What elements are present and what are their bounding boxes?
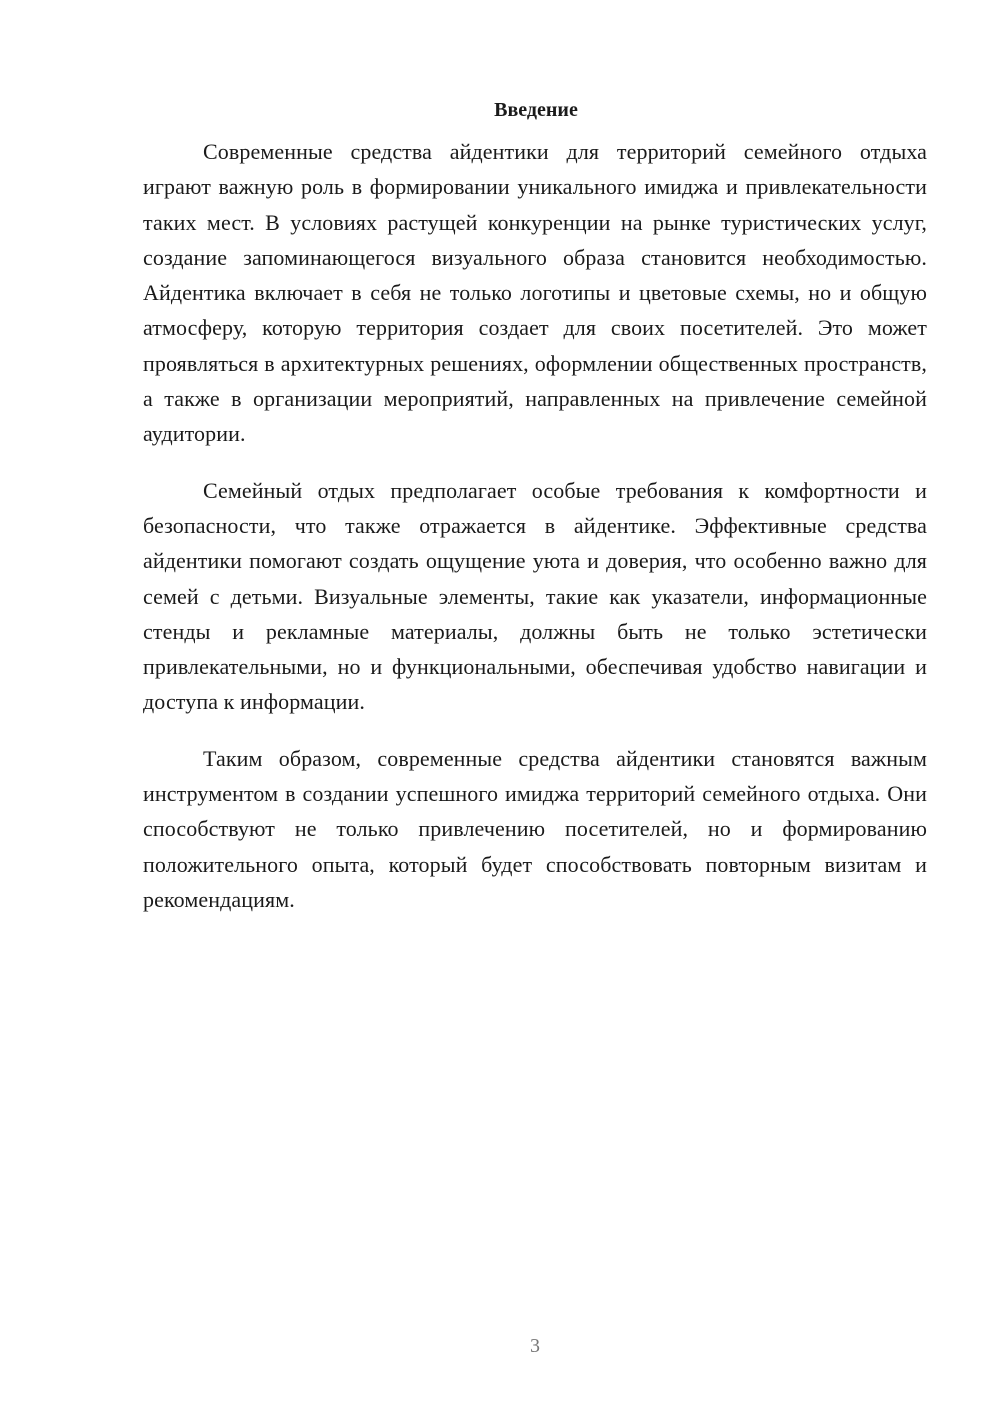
section-heading: Введение xyxy=(494,99,578,121)
paragraph: Современные средства айдентики для территорий семейного отдыха играют важную роль в формировании уникального имиджа и привлекательности таких мест. В условиях растущей конкуренции на рынке туристических услуг, создание запоминающегося визуального образа становится необходимостью. Айдентика включает в себя не только логотипы и цветовые схемы, но и общую атмосферу, которую территория создает для своих посетителей. Это может проявляться в архитектурных решениях, оформлении общественных пространств, а также в организации мероприятий, направленных на привлечение семейной аудитории. xyxy=(143,139,927,447)
page-content xyxy=(143,92,927,938)
page-number: 3 xyxy=(530,1335,540,1357)
paragraph: Таким образом, современные средства айдентики становятся важным инструментом в создании успешного имиджа территорий семейного отдыха. Они способствуют не только привлечению посетителей, но и формированию положительного опыта, который будет способствовать повторным визитам и рекомендациям. xyxy=(143,745,927,912)
paragraph: Семейный отдых предполагает особые требования к комфортности и безопасности, что также отражается в айдентике. Эффективные средства айдентики помогают создать ощущение уюта и доверия, что особенно важно для семей с детьми. Визуальные элементы, такие как указатели, информационные стенды и рекламные материалы, должны быть не только эстетически привлекательными, но и функциональными, обеспечивая удобство навигации и доступа к информации. xyxy=(143,477,927,715)
